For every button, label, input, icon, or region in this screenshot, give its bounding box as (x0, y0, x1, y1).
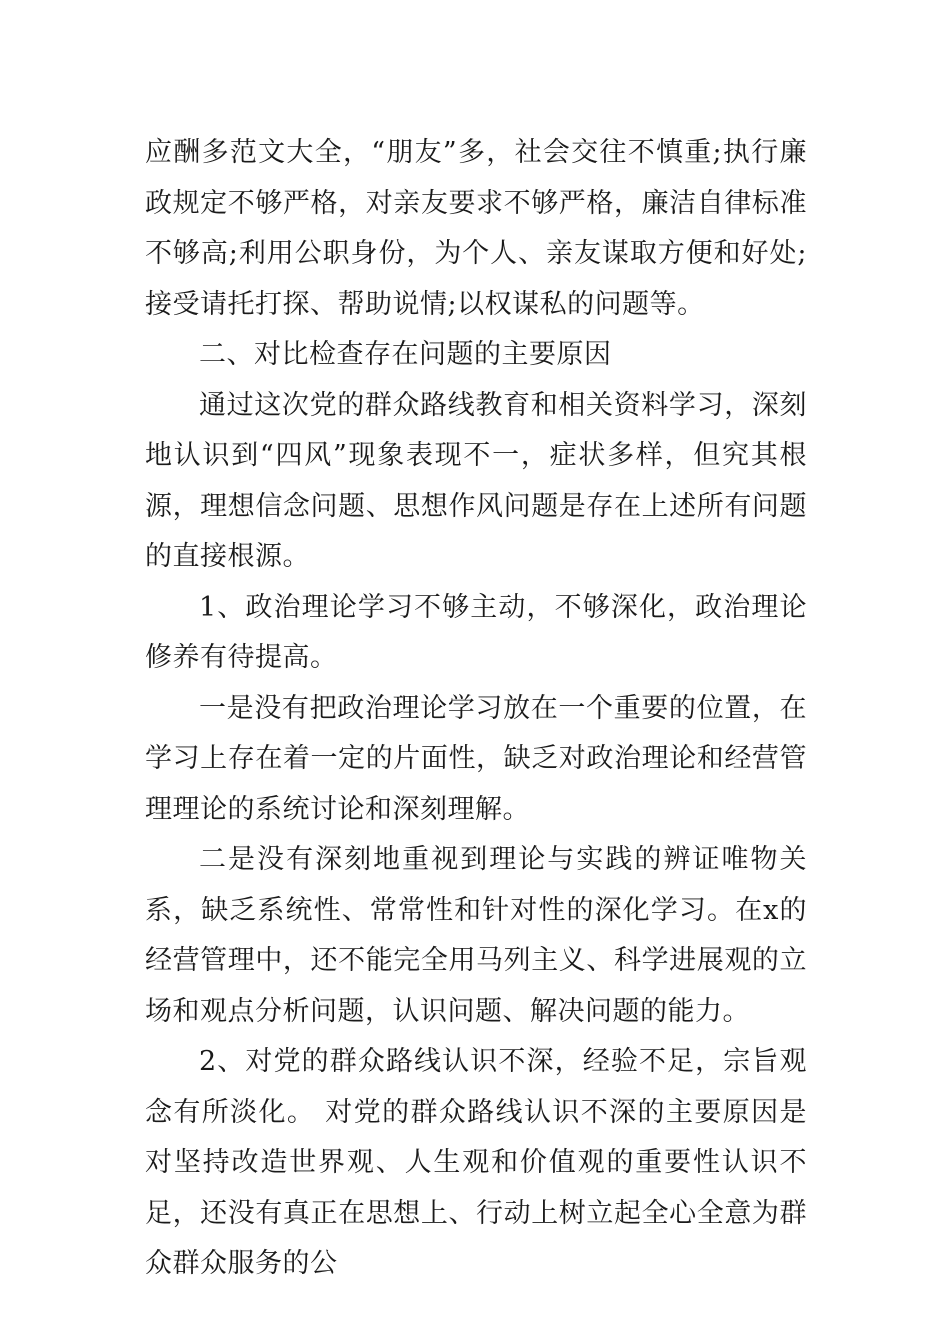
document-body (145, 128, 807, 1290)
paragraph-1: 应酬多范文大全，“朋友”多，社会交往不慎重;执行廉政规定不够严格，对亲友要求不够严格，廉洁自律标准不够高;利用公职身份，为个人、亲友谋取方便和好处;接受请托打探、帮助说情;以权谋私的问题等。 (145, 137, 807, 320)
paragraph-4: 二是没有深刻地重视到理论与实践的辨证唯物关系，缺乏系统性、常常性和针对性的深化学习。在x的经营管理中，还不能完全用马列主义、科学进展观的立场和观点分析问题，认识问题、解决问题的能力。 (145, 844, 807, 1027)
point-2-paragraph: 2、对党的群众路线认识不深，经验不足，宗旨观念有所淡化。 对党的群众路线认识不深的主要原因是对坚持改造世界观、人生观和价值观的重要性认识不足，还没有真正在思想上、行动上树立起全心全意为群众群众服务的公 (145, 1046, 807, 1279)
point-1-heading: 1、政治理论学习不够主动，不够深化，政治理论修养有待提高。 (145, 591, 807, 673)
section-heading: 二、对比检查存在问题的主要原因 (199, 339, 612, 370)
paragraph-3: 一是没有把政治理论学习放在一个重要的位置，在学习上存在着一定的片面性，缺乏对政治理论和经营管理理论的系统讨论和深刻理解。 (145, 692, 807, 825)
paragraph-2: 通过这次党的群众路线教育和相关资料学习，深刻地认识到“四风”现象表现不一，症状多样，但究其根源，理想信念问题、思想作风问题是存在上述所有问题的直接根源。 (145, 389, 807, 572)
